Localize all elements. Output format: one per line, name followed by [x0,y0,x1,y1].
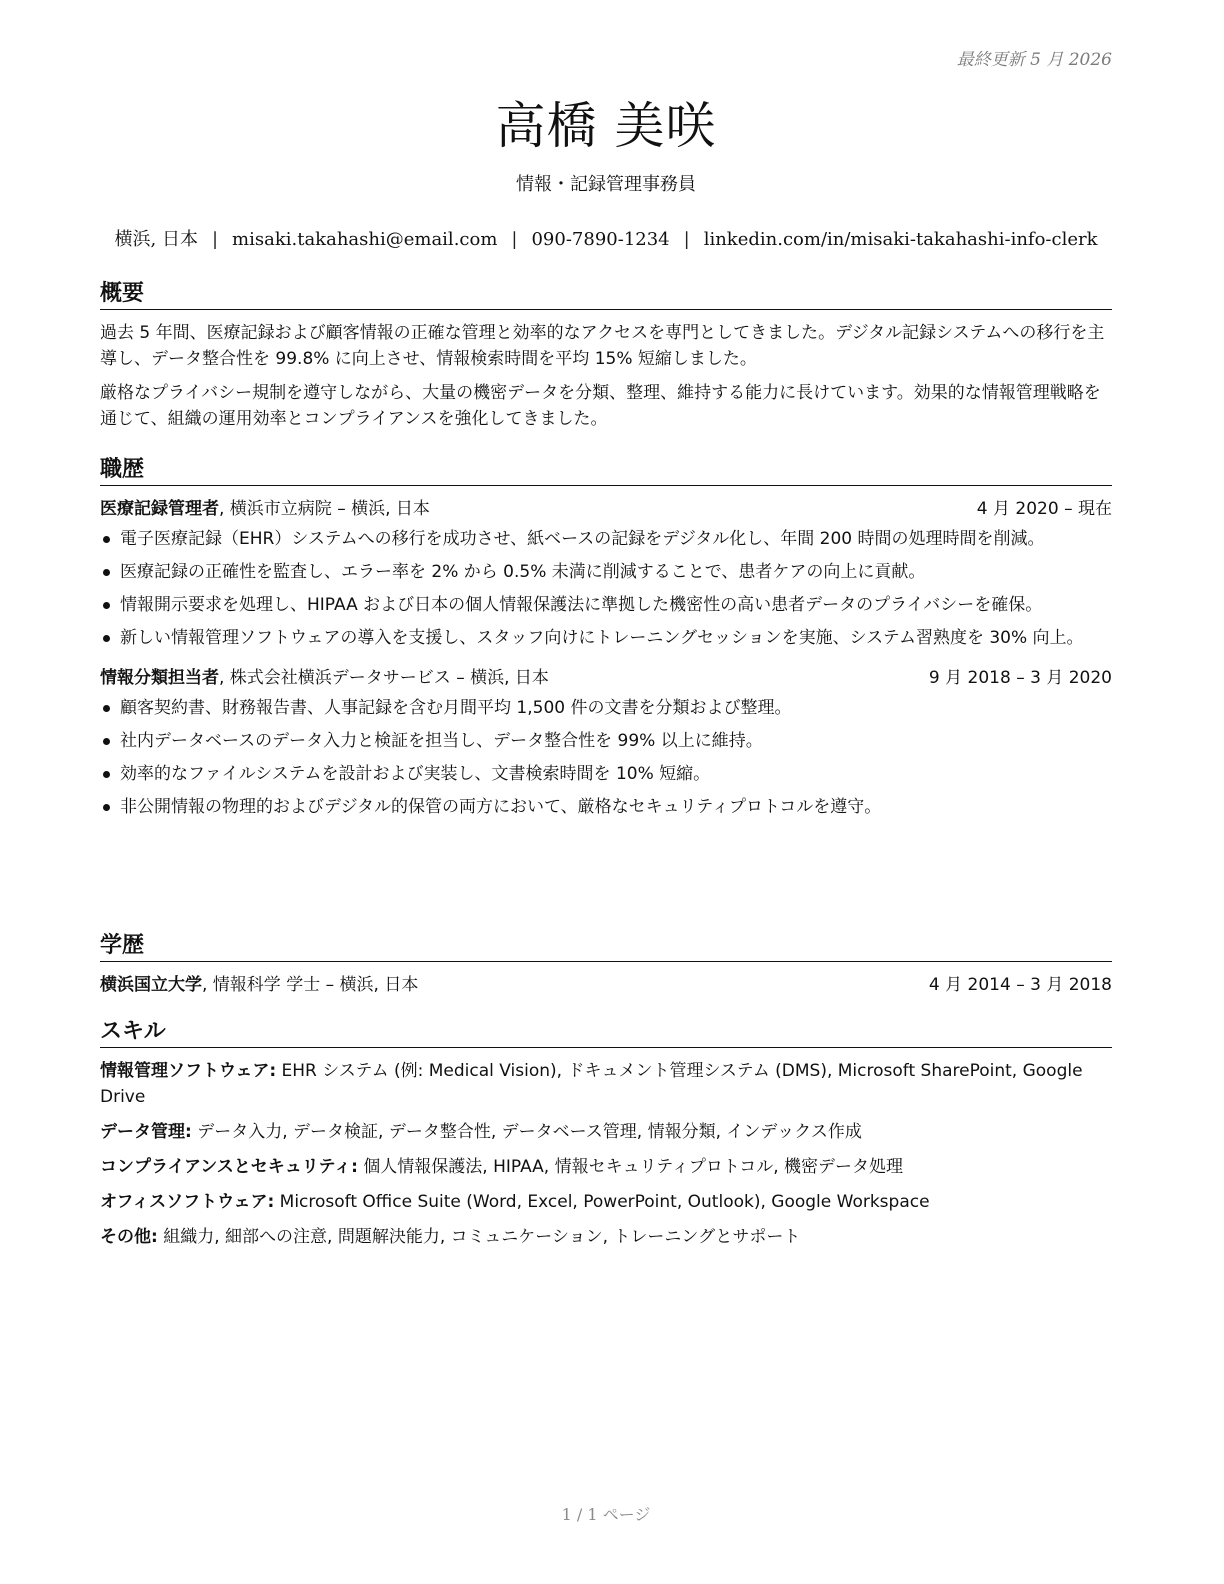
job-role-org [100,665,549,691]
contact-separator: | [211,229,219,250]
skill-label: コンプライアンスとセキュリティ: [100,1157,358,1177]
skill-value: 組織力, 細部への注意, 問題解決能力, コミュニケーション, トレーニングとサポート [157,1227,801,1247]
job-bullet: 電子医療記録（EHR）システムへの移行を成功させ、紙ベースの記録をデジタル化し、年間 200 時間の処理時間を削減。 [100,526,1112,552]
contact-separator: | [511,229,518,250]
job-org: , 株式会社横浜データサービス – 横浜, 日本 [219,668,549,688]
job-entry [100,665,1112,820]
skill-item [100,1154,1112,1180]
contact-line [100,225,1112,251]
job-bullet: 医療記録の正確性を監査し、エラー率を 2% から 0.5% 未満に削減することで、患者ケアの向上に貢献。 [100,559,1112,585]
summary-paragraph: 厳格なプライバシー規制を遵守しながら、大量の機密データを分類、整理、維持する能力に長けています。効果的な情報管理戦略を通じて、組織の運用効率とコンプライアンスを強化してきました。 [100,383,1101,429]
skills-section [100,1014,1112,1259]
education-school: 横浜国立大学 [100,975,202,995]
job-role: 情報分類担当者 [100,668,219,688]
skill-value: Microsoft Office Suite (Word, Excel, PowerPoint, Outlook), Google Workspace [274,1192,930,1212]
skill-item [100,1189,1112,1215]
last-updated: 最終更新 5 月 2026 [956,50,1112,70]
skill-item [100,1058,1112,1110]
job-bullet: 非公開情報の物理的およびデジタル的保管の両方において、厳格なセキュリティプロトコルを遵守。 [100,794,1112,820]
skill-label: 情報管理ソフトウェア: [100,1061,277,1081]
skill-value: 個人情報保護法, HIPAA, 情報セキュリティプロトコル, 機密データ処理 [357,1157,904,1177]
education-detail: , 情報科学 学士 – 横浜, 日本 [202,975,419,995]
job-bullet: 顧客契約書、財務報告書、人事記録を含む月間平均 1,500 件の文書を分類および整理。 [100,695,1112,721]
job-bullet: 新しい情報管理ソフトウェアの導入を支援し、スタッフ向けにトレーニングセッションを実施、システム習熟度を 30% 向上。 [100,625,1112,651]
education-heading: 学歴 [100,928,1112,962]
job-title: 情報・記録管理事務員 [516,174,696,195]
education-school-detail [100,972,418,998]
job-role: 医療記録管理者 [100,499,219,519]
contact-location: 横浜, 日本 [114,229,198,250]
job-header [100,496,1112,522]
summary-heading: 概要 [100,276,1112,310]
education-dates: 4 月 2014 – 3 月 2018 [928,975,1112,995]
job-dates: 9 月 2018 – 3 月 2020 [928,668,1112,688]
summary-paragraph: 過去 5 年間、医療記録および顧客情報の正確な管理と効率的なアクセスを専門としてきました。デジタル記録システムへの移行を主導し、データ整合性を 99.8% に向上させ、情報検索時間を平均 15% 短縮しました。 [100,323,1105,369]
contact-separator: | [683,229,690,250]
job-entry [100,496,1112,651]
job-bullets [100,695,1112,820]
job-bullet: 効率的なファイルシステムを設計および実装し、文書検索時間を 10% 短縮。 [100,761,1112,787]
skill-item [100,1119,1112,1145]
skill-item [100,1224,1112,1250]
skill-value: EHR システム (例: Medical Vision), ドキュメント管理システム (DMS), Microsoft SharePoint, Google Drive [100,1061,1083,1107]
job-bullets [100,526,1112,651]
job-bullet: 情報開示要求を処理し、HIPAA および日本の個人情報保護法に準拠した機密性の高い患者データのプライバシーを確保。 [100,592,1112,618]
job-dates: 4 月 2020 – 現在 [976,499,1112,519]
skill-value: データ入力, データ検証, データ整合性, データベース管理, 情報分類, インデックス作成 [191,1122,862,1142]
skill-label: データ管理: [100,1122,192,1142]
contact-phone: 090-7890-1234 [531,229,670,250]
skills-heading: スキル [100,1014,1112,1048]
skill-label: オフィスソフトウェア: [100,1192,275,1212]
education-entry [100,972,1112,998]
education-section [100,928,1112,998]
job-bullet: 社内データベースのデータ入力と検証を担当し、データ整合性を 99% 以上に維持。 [100,728,1112,754]
contact-linkedin[interactable]: linkedin.com/in/misaki-takahashi-info-clerk [703,229,1098,250]
experience-section [100,452,1112,827]
summary-section [100,276,1112,440]
job-header [100,665,1112,691]
experience-heading: 職歴 [100,452,1112,486]
skill-label: その他: [100,1227,158,1247]
resume-page [100,0,1112,1584]
contact-email[interactable]: misaki.takahashi@email.com [232,229,498,250]
page-indicator: 1 / 1 ページ [561,1505,651,1524]
job-org: , 横浜市立病院 – 横浜, 日本 [219,499,430,519]
candidate-name: 高橋 美咲 [495,97,717,155]
job-role-org [100,496,430,522]
